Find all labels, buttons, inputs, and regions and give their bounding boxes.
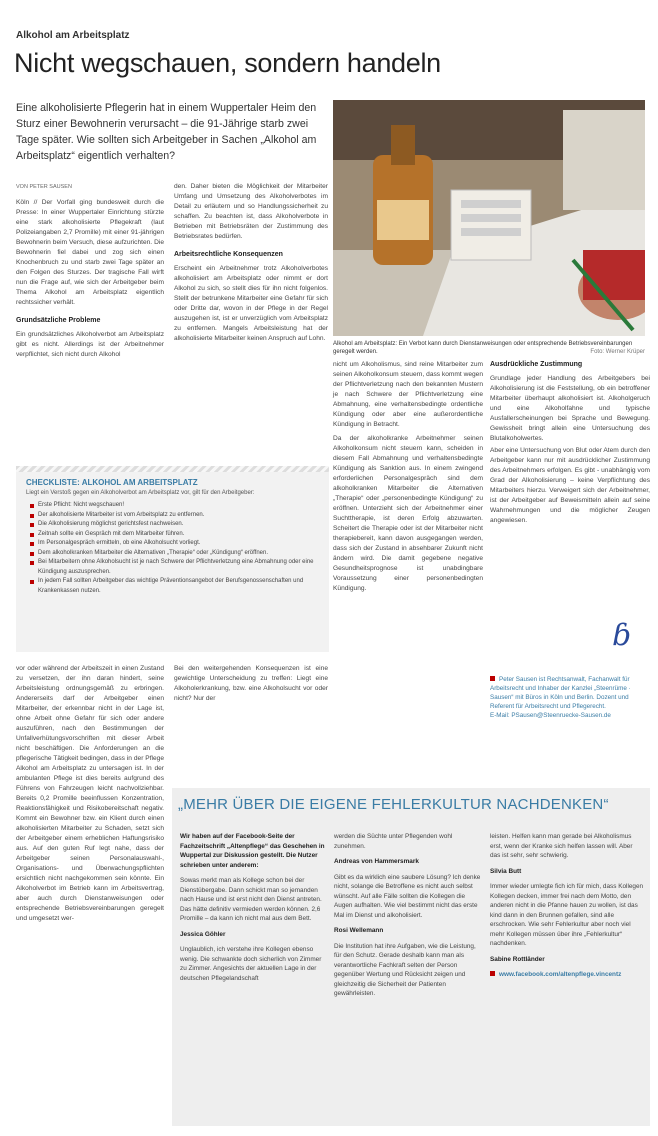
paragraph: Da der alkoholkranke Arbeitnehmer seinen Alkoholkonsum nicht steuern kann, scheiden in diesem Fall Abmahnung und verhaltensbedingte Kündigung als Sanktion aus. In einem zwingend erforderlichen Personalgespräch sind dem alkoholkranken Mitarbeiter die Alternativen „Therapie“ oder „personenbedingte Kündigung“ zu eröffnen. Unterzieht sich der Arbeitnehmer einer Suchttherapie, ist deren Erfolg abzuwarten. Scheitert die Therapie oder ist der Mitarbeiter nicht therapiebereit, kann davon ausgegangen werden, dass sich der Zustand in absehbarer Zukunft nicht ändern wird. Die damit gegebene negative Gesundheitsprognose ist unabdingbare Voraussetzung einer personenbedingten Kündigung. (333, 435, 483, 592)
section-kicker: Alkohol am Arbeitsplatz (16, 30, 130, 41)
subheading: Grundsätzliche Probleme (16, 317, 101, 324)
photo-caption-text: Alkohol am Arbeitsplatz: Ein Verbot kann durch Dienstanweisungen oder entsprechende Betriebsvereinbarungen geregelt werden. (333, 341, 633, 355)
fb-commenter: Silvia Butt (490, 867, 522, 875)
fb-column-1 (180, 832, 326, 1120)
paragraph: Grundlage jeder Handlung des Arbeitgebers bei Alkoholisierung ist die Feststellung, ob ein betroffener Mitarbeiter überhaupt alkoholisiert ist. Alkoholgeruch und eine Alkoholfahne und typische Ausfallerscheinungen bei Sprache und Bewegung. Gewissheit bringt allein eine Untersuchung des Blutalkoholwertes. (490, 375, 650, 442)
checklist-items (16, 501, 329, 596)
checklist-title: CHECKLISTE: ALKOHOL AM ARBEITSPLATZ (26, 478, 198, 487)
bullet-square-icon (490, 971, 495, 976)
fb-commenter: Andreas von Hammersmark (334, 858, 419, 865)
fb-comment: Immer wieder umlegte fich ich für mich, dass Kollegen Kollegen decken, immer frei nach dem Motto, den anderen nicht in die Pfanne hauen zu wollen, ist das kind dann in den Brunnen gefallen, sind alle erschrocken. Wie sehr Fehlerkultur aber noch viel mehr Kollegen müssen über ihre „Fehlerkultur“ nachdenken. (490, 883, 644, 947)
author-signature: ɓ (612, 618, 632, 653)
photo-caption (333, 340, 645, 356)
author-email[interactable]: E-Mail: PSausen@Steenruecke-Sausen.de (490, 712, 611, 719)
paragraph: Aber eine Untersuchung von Blut oder Atem durch den Arbeitgeber kann nur mit ausdrücklicher Zustimmung des Arbeitnehmers erfolgen. Es gibt - unabhängig vom Grad der Alkoholisierung – keine Verpflichtung des Mitarbeiters hierzu. Verweigert sich der Arbeitnehmer, ist der Arbeitgeber auf Beweismitteln allein auf seine Wahrnehmungen und die möglicher Zeugen angewiesen. (490, 447, 650, 524)
photo-credit: Foto: Werner Krüper (590, 349, 645, 355)
fb-comment: werden die Süchte unter Pflegenden wohl zunehmen. (334, 833, 453, 850)
checklist-item: Der alkoholisierte Mitarbeiter ist vom Arbeitsplatz zu entfernen. (30, 511, 319, 521)
checklist-item: Die Alkoholisierung möglichst gerichtsfest nachweisen. (30, 520, 319, 530)
fb-comment: Gibt es da wirklich eine saubere Lösung? Ich denke nicht, solange die Betroffene es nicht auch selbst wünscht. Auf alle Fälle sollten die Kollegen die Augen aufhalten. Wie viel bestimmt nicht das erste Mal im Dienst und alkoholisiert. (334, 873, 481, 919)
facebook-panel-title: „MEHR ÜBER DIE EIGENE FEHLERKULTUR NACHDENKEN“ (178, 796, 609, 813)
fb-intro: Wir haben auf der Facebook-Seite der Fachzeitschrift „Altenpflege“ das Geschehen in Wuppertal zur Diskussion gestellt. Die Nutzer schrieben unter anderem: (180, 833, 325, 869)
author-box (490, 675, 650, 720)
intro-paragraph: Eine alkoholisierte Pflegerin hat in einem Wuppertaler Heim den Sturz einer Bewohnerin verursacht – die 91-Jährige starb zwei Tage später. Wie sollten sich Arbeitgeber in Sachen „Alkohol am Arbeitsplatz“ eigentlich verhalten? (16, 102, 317, 162)
fb-comment: Unglaublich, ich verstehe ihre Kollegen ebenso wenig. Die schwankte doch sicherlich von Zimmer zu Zimmer. Angesichts der aktuellen Lage in der deutschen Pflegelandschaft (180, 946, 322, 982)
fb-comment: Die Institution hat ihre Aufgaben, wie die Leistung, für den Schutz. Gerade deshalb kann man als verantwortliche Fachkraft selten der Person gegenüber Wertung und Rücksicht zeigen und gleichzeitig die Sicherheit der Patienten gewährleisten. (334, 942, 476, 997)
article-column-1 (16, 182, 164, 462)
byline: VON PETER SAUSEN (16, 184, 72, 190)
checklist-item: Zeitnah sollte ein Gespräch mit dem Mitarbeiter führen. (30, 530, 319, 540)
checklist-item: In jedem Fall sollten Arbeitgeber das wichtige Präventionsangebot der Berufsgenossenschaften und Krankenkassen nutzen. (30, 577, 319, 596)
article-column-3 (333, 360, 483, 780)
article-column-2 (174, 182, 328, 462)
paragraph: Erscheint ein Arbeitnehmer trotz Alkoholverbotes alkoholisiert am Arbeitsplatz oder nimmt er dort Alkohol zu sich, so stellt dies für ihn nicht folgenlos. Stellt der betrunkene Mitarbeiter eine Gefahr für sich oder Dritte dar, wovon in der Pflege in der Regel auszugehen ist, ist er unverzüglich vom Arbeitsplatz zu entfernen. Mangels Arbeitsleistung hat der alkoholisierte Mitarbeiter keinen Anspruch auf Lohn. (174, 265, 328, 342)
fb-commenter: Jessica Göhler (180, 930, 226, 938)
article-photo (333, 100, 645, 336)
paragraph: Bei den weitergehenden Konsequenzen ist eine gewichtige Unterscheidung zu treffen: Liegt eine Alkoholerkrankung, bzw. eine Alkoholsucht vor oder nicht? Nur der (174, 665, 328, 702)
fb-commenter: Rosi Wellemann (334, 927, 384, 934)
article-column-2b (174, 664, 328, 784)
checklist-lead: Liegt ein Verstoß gegen ein Alkoholverbot am Arbeitsplatz vor, gilt für den Arbeitgeber: (26, 490, 255, 496)
headline: Nicht wegschauen, sondern handeln (14, 48, 441, 78)
subheading: Arbeitsrechtliche Konsequenzen (174, 251, 283, 258)
checklist-item: Bei Mitarbeitern ohne Alkoholsucht ist je nach Schwere der Pflichtverletzung eine Abmahnung oder eine Kündigung auszusprechen. (30, 558, 319, 577)
facebook-link[interactable]: www.facebook.com/altenpflege.vincentz (499, 971, 622, 978)
bullet-square-icon (490, 676, 495, 681)
fb-commenter: Sabine Rottländer (490, 955, 545, 963)
photo-illustration (333, 100, 645, 336)
checklist-item: Im Personalgespräch ermitteln, ob eine Alkoholsucht vorliegt. (30, 539, 319, 549)
author-bio: Peter Sausen ist Rechtsanwalt, Fachanwalt für Arbeitsrecht und Inhaber der Kanzlei „Steenrüme · Sausen“ mit Büros in Köln und Berlin. Dozent und Referent für Arbeitsrecht und Pflegerecht. (490, 676, 631, 710)
checklist-item: Dem alkoholkranken Mitarbeiter die Alternativen „Therapie“ oder „Kündigung“ eröffnen. (30, 549, 319, 559)
paragraph: Ein grundsätzliches Alkoholverbot am Arbeitsplatz gibt es nicht. Allerdings ist der Arbeitnehmer verpflichtet, sich nicht durch Alkohol (16, 331, 164, 358)
paragraph: vor oder während der Arbeitszeit in einen Zustand zu versetzen, der ihn daran hindert, seine Arbeitsleistung ordnungsgemäß zu erbringen. Andererseits darf der Arbeitgeber einen Mitarbeiter, der erkennbar nicht in der Lage ist, ohne Arbeit ohne Gefahr für sich oder andere auszuführen, nach den Bestimmungen der Unfallverhütungsvorschriften mit dieser Arbeit nicht beschäftigen. Die Anforderungen an die pflegerische Tätigkeit bedingen, dass in der Pflege Alkohol am Arbeitsplatz zu untersagen ist. In der ambulanten Pflege ist dies bereits aufgrund des Führens von Fahrzeugen leicht nachvollziehbar. Bereits 0,2 Promille beeinflussen Konzentration, Reaktionsfähigkeit und Risikobereitschaft negativ. Kommt ein Bewohner bzw. ein Klient durch einen alkoholisierten Mitarbeiter zu Schaden, setzt sich der Arbeitgeber einem erheblichen Haftungsrisiko aus. Auf den guten Ruf legt nahe, dass der Arbeitgeber seinen Personalauswahl-, Organisations- und Überwachungspflichten ersichtlich nicht nachgekommen sein könnte. Ein Alkoholverbot im Betrieb kann im Arbeitsvertrag, aber auch durch Dienstanweisungen oder entsprechende Betriebsvereinbarungen geregelt und umgesetzt wer- (16, 665, 164, 922)
paragraph: den. Daher bieten die Möglichkeit der Mitarbeiter Umfang und Umsetzung des Alkoholverbotes im Detail zu erläutern und so Handlungssicherheit zu schaffen. Zu beachten ist, dass Alkoholverbote in Betrieben mit Betriebsräten der Zustimmung des Betriebsrates bedürfen. (174, 183, 328, 240)
fb-comment: Sowas merkt man als Kollege schon bei der Dienstübergabe. Dann schickt man so jemanden nach Hause und ist erst nicht den Dienst antreten. Das hätte definitiv vermieden werden können. 2,6 Promille – da kann ich nicht mal aus dem Bett. (180, 877, 322, 922)
checklist-box (16, 466, 329, 652)
fb-column-2 (334, 832, 482, 1120)
article-column-1b (16, 664, 164, 1126)
paragraph: nicht um Alkoholismus, sind reine Mitarbeiter zum seinen Alkoholkonsum steuern, dass kommt wegen der Pflichtverletzung nach den bekannten Mustern je nach Schwere der Pflichtverletzung eine Abmahnung, eine verhaltensbedingte ordentliche Kündigung oder aber eine außerordentliche Kündigung in Betracht. (333, 361, 483, 428)
paragraph: Köln // Der Vorfall ging bundesweit durch die Presse: In einer Wuppertaler Einrichtung stürzte eine stark alkoholisierte Pflegekraft (laut Polizeiangaben 2,7 Promille) mit einer 91-jährigen Bewohnerin beim Versuch, diese aufzurichten. Die Bewohnerin fiel dabei und zog sich einen Knochenbruch zu und starb zwei Tage später an den Folgen des Sturzes. Der tragische Fall wirft nun die Frage auf, wie sich der Arbeitgeber beim Thema Alkohol am Arbeitsplatz eigentlich rechtssicher verhält. (16, 199, 164, 306)
zigzag-border (16, 466, 329, 472)
subheading: Ausdrückliche Zustimmung (490, 361, 583, 368)
fb-comment: leisten. Helfen kann man gerade bei Alkoholismus erst, wenn der Kranke sich helfen lassen will. Aber das ist sehr, sehr schwierig. (490, 833, 633, 859)
checklist-item: Erste Pflicht: Nicht wegschauen! (30, 501, 319, 511)
fb-column-3 (490, 832, 644, 1120)
